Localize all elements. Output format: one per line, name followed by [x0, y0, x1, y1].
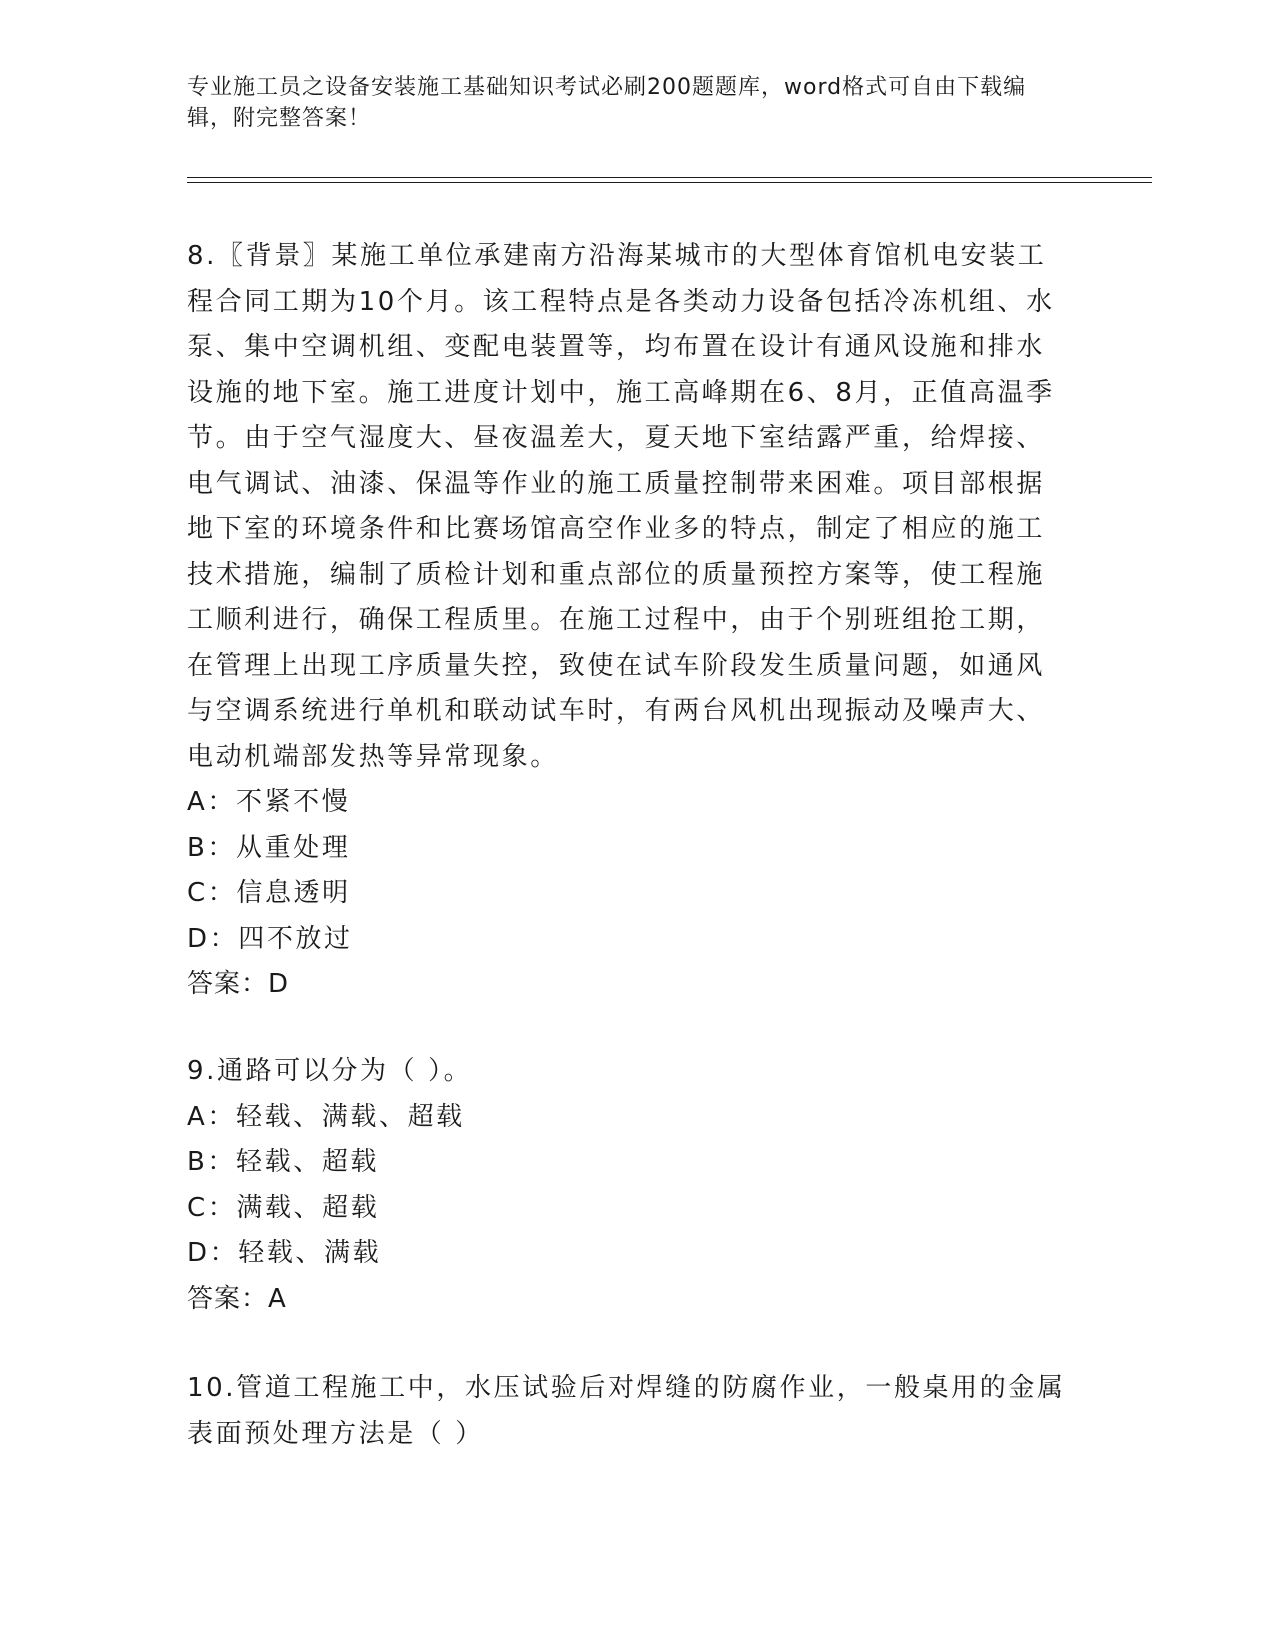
option-d: D：轻载、满载 — [187, 1238, 382, 1268]
question-stem: 9.通路可以分为（ ）。 — [187, 1056, 473, 1086]
header-divider-bottom — [187, 182, 1152, 183]
document-header — [187, 72, 1067, 134]
option-a: A：轻载、满载、超载 — [187, 1101, 465, 1132]
option-d: D：四不放过 — [187, 923, 353, 954]
option-c: C：满载、超载 — [187, 1192, 380, 1223]
document-title: 专业施工员之设备安装施工基础知识考试必刷200题题库，word格式可自由下载编辑，附完整答案！ — [187, 75, 1027, 131]
option-a: A：不紧不慢 — [187, 787, 351, 817]
header-divider-top — [187, 177, 1152, 178]
question-stem: 8.〖背景〗某施工单位承建南方沿海某城市的大型体育馆机电安装工程合同工期为10个月。该工程特点是各类动力设备包括冷冻机组、水泵、集中空调机组、变配电装置等，均布置在设计有通风设施和排水设施的地下室。施工进度计划中，施工高峰期在6、8月，正值高温季节。由于空气湿度大、昼夜温差大，夏天地下室结露严重，给焊接、电气调试、油漆、保温等作业的施工质量控制带来困难。项目部根据地下室的环境条件和比赛场馆高空作业多的特点，制定了相应的施工技术措施，编制了质检计划和重点部位的质量预控方案等，使工程施工顺利进行，确保工程质里。在施工过程中，由于个别班组抢工期，在管理上出现工序质量失控，致使在试车阶段发生质量问题，如通风与空调系统进行单机和联动试车时，有两台风机出现振动及噪声大、电动机端部发热等异常现象。 — [187, 241, 1055, 772]
question-9 — [187, 1049, 1067, 1322]
answer: 答案：A — [187, 1283, 287, 1314]
option-b: B：轻载、超载 — [187, 1147, 380, 1177]
option-b: B：从重处理 — [187, 832, 351, 863]
option-c: C：信息透明 — [187, 878, 351, 908]
question-stem: 10.管道工程施工中，水压试验后对焊缝的防腐作业，一般桌用的金属表面预处理方法是（ ） — [187, 1373, 1066, 1449]
answer: 答案：D — [187, 969, 290, 999]
question-10 — [187, 1366, 1067, 1457]
question-8 — [187, 234, 1067, 1008]
